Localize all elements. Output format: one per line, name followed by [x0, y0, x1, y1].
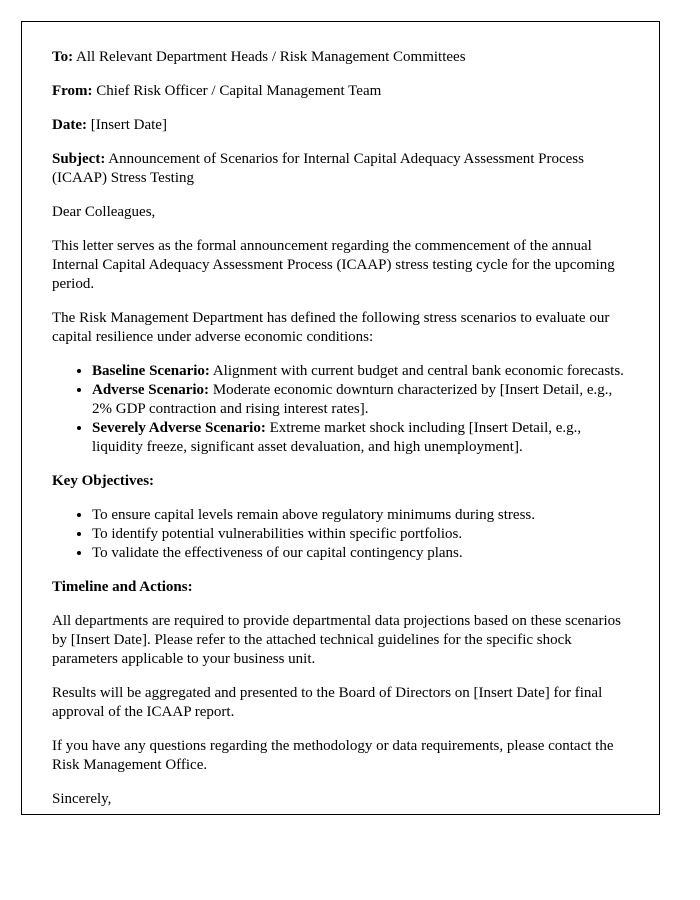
meta-from-line	[52, 82, 629, 101]
salutation: Dear Colleagues,	[52, 204, 156, 220]
meta-date-label: Date:	[52, 117, 87, 133]
scenario-adverse-label: Adverse Scenario:	[92, 382, 210, 398]
paragraph-timeline: All departments are required to provide departmental data projections based on these scenarios by [Insert Date]. Please refer to the attached technical guidelines for the specific shock parameters applicable to your business unit.	[52, 613, 621, 667]
meta-from-value: Chief Risk Officer / Capital Management Team	[92, 83, 382, 99]
closing: Sincerely,	[52, 791, 112, 807]
paragraph-results: Results will be aggregated and presented to the Board of Directors on [Insert Date] for final approval of the ICAAP report.	[52, 685, 603, 720]
meta-subject-label: Subject:	[52, 151, 106, 167]
meta-subject-line	[52, 150, 629, 188]
scenario-severely-adverse-text: Extreme market shock including [Insert Detail, e.g., liquidity freeze, significant asset devaluation, and high unemployment].	[92, 420, 582, 455]
scenario-item-adverse	[92, 381, 629, 419]
paragraph-contact: If you have any questions regarding the methodology or data requirements, please contact the Risk Management Office.	[52, 738, 614, 773]
scenario-list	[52, 362, 629, 457]
scenario-item-severely-adverse	[92, 419, 629, 457]
paragraph-intro: This letter serves as the formal announcement regarding the commencement of the annual Internal Capital Adequacy Assessment Process (ICAAP) stress testing cycle for the upcoming period.	[52, 238, 615, 292]
paragraph-scenarios-intro: The Risk Management Department has defined the following stress scenarios to evaluate our capital resilience under adverse economic conditions:	[52, 310, 610, 345]
meta-to-line	[52, 48, 629, 67]
meta-date-line	[52, 116, 629, 135]
scenario-item-baseline	[92, 362, 629, 381]
scenario-baseline-text: Alignment with current budget and central bank economic forecasts.	[209, 363, 624, 379]
objective-item-contingency-plans: • To validate the effectiveness of our capital contingency plans.	[92, 544, 629, 563]
objectives-list	[52, 506, 629, 563]
objective-item-capital-levels: • To ensure capital levels remain above regulatory minimums during stress.	[92, 506, 629, 525]
meta-from-label: From:	[52, 83, 93, 99]
meta-date-value: [Insert Date]	[86, 117, 167, 133]
timeline-heading: Timeline and Actions:	[52, 579, 193, 595]
scenario-baseline-label: Baseline Scenario:	[92, 363, 210, 379]
meta-to-label: To:	[52, 49, 74, 65]
objectives-heading: Key Objectives:	[52, 473, 155, 489]
scenario-severely-adverse-label: Severely Adverse Scenario:	[92, 420, 266, 436]
meta-to-value: All Relevant Department Heads / Risk Management Committees	[73, 49, 466, 65]
letter-document	[21, 21, 660, 815]
meta-subject-value: Announcement of Scenarios for Internal Capital Adequacy Assessment Process (ICAAP) Stress Testing	[52, 151, 584, 186]
objective-item-vulnerabilities: • To identify potential vulnerabilities within specific portfolios.	[92, 525, 629, 544]
scenario-adverse-text: Moderate economic downturn characterized by [Insert Detail, e.g., 2% GDP contraction and rising interest rates].	[92, 382, 613, 417]
